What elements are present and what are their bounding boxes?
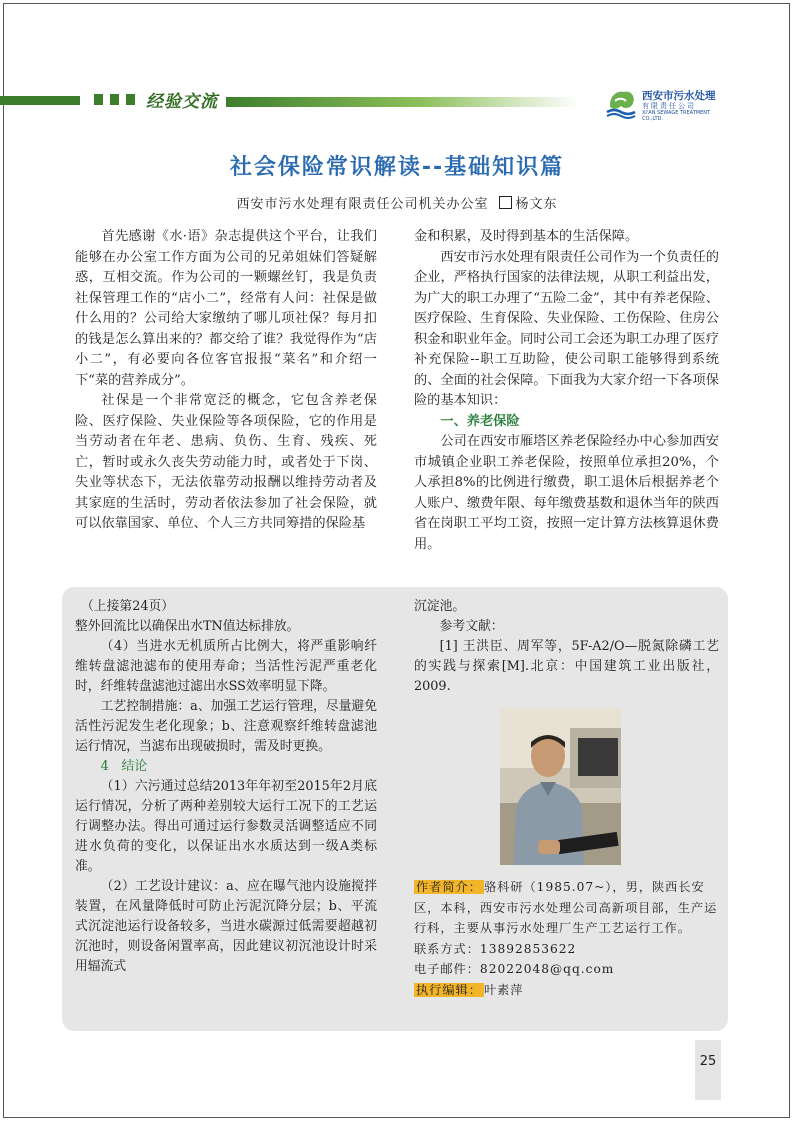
logo-english-name: XI'AN SEWAGE TREATMENT CO.,LTD. xyxy=(642,110,711,122)
editor-label: 执行编辑： xyxy=(416,982,482,997)
continued-paragraph: 工艺控制措施：a、加强工艺运行管理，尽量避免活性污泥发生老化现象；b、注意观察纤维转盘滤池运行情况，当滤布出现破损时，需及时更换。 xyxy=(75,699,377,754)
author-email: 电子邮件：82022048@qq.com xyxy=(414,962,615,976)
section-title: 经验交流 xyxy=(146,92,218,112)
logo-chinese-subname: 有限责任公司 xyxy=(642,102,696,110)
continued-paragraph: 整外回流比以确保出水TN值达标排放。 xyxy=(75,619,300,634)
author-intro xyxy=(414,877,724,939)
company-logo-icon xyxy=(604,87,638,119)
continued-paragraph: 沉淀池。 xyxy=(414,599,466,614)
continued-note: （上接第24页） xyxy=(81,599,175,614)
reference-item: [1] 王洪臣、周军等，5F-A2/O—脱氮除磷工艺的实践与探索[M].北京：中国建筑工业出版社，2009. xyxy=(414,639,719,694)
article-subheading: 一、养老保险 xyxy=(440,413,520,429)
page-number-tab xyxy=(695,1040,721,1100)
article-left-column xyxy=(75,227,377,535)
continued-paragraph: （1）六污通过总结2013年年初至2015年2月底运行情况，分析了两种差别较大运行工况下的工艺运行调整办法。得出可通过运行参数灵活调整适应不同进水负荷的变化，以保证出水水质达到一级A类标准。 xyxy=(75,779,377,874)
header-square xyxy=(126,94,135,105)
page-number: 25 xyxy=(699,1054,717,1069)
logo-chinese-name: 西安市污水处理 xyxy=(642,90,716,102)
author-photo xyxy=(500,708,621,865)
article-right-column xyxy=(414,227,719,555)
author-intro-label: 作者简介： xyxy=(416,880,482,894)
header-left-bar xyxy=(0,96,80,105)
byline xyxy=(0,193,794,212)
article-paragraph: 西安市污水处理有限责任公司作为一个负责任的企业，严格执行国家的法律法规，从职工利益出发，为广大的职工办理了“五险二金”，其中有养老保险、医疗保险、生育保险、失业保险、工伤保险、住房公积金和职业年金。同时公司工会还为职工办理了医疗补充保险--职工互助险，使公司职工能够得到系统的、全面的社会保障。下面我为大家介绍一下各项保险的基本知识： xyxy=(414,249,719,408)
article-paragraph: 首先感谢《水·语》杂志提供这个平台，让我们能够在办公室工作方面为公司的兄弟姐妹们答疑解惑，互相交流。作为公司的一颗螺丝钉，我是负责社保管理工作的“店小二”，经常有人问：社保是做什么用的？公司给大家缴纳了哪儿项社保？每月扣的钱是怎么算出来的？都交给了谁？我觉得作为“店小二”，有必要向各位客官报报“菜名”和介绍一下“菜的营养成分”。 xyxy=(75,229,377,388)
article-paragraph: 金和积累，及时得到基本的生活保障。 xyxy=(414,229,639,244)
continued-left-column xyxy=(75,597,377,977)
header-square xyxy=(94,94,103,105)
header-square xyxy=(110,94,119,105)
continued-right-column xyxy=(414,597,719,697)
author-intro-text: 骆科研（1985.07~），男，陕西长安区，本科，西安市污水处理公司高新项目部，生产运行科，主要从事污水处理厂生产工艺运行工作。 xyxy=(414,880,718,935)
article-title: 社会保险常识解读--基础知识篇 xyxy=(229,155,565,180)
references-title: 参考文献： xyxy=(439,619,504,634)
continued-heading: 4 结论 xyxy=(100,759,148,774)
editor-name: 叶素萍 xyxy=(483,982,524,997)
article-paragraph: 社保是一个非常宽泛的概念，它包含养老保险、医疗保险、失业保险等各项保险，它的作用是当劳动者在年老、患病、负伤、生育、残疾、死亡，暂时或永久丧失劳动能力时，或者处于下岗、失业等状态下，无法依靠劳动报酬以维持劳动者及其家庭的生活时，劳动者依法参加了社会保险，就可以依靠国家、单位、个人三方共同筹措的保险基 xyxy=(75,393,377,531)
byline-org: 西安市污水处理有限责任公司机关办公室 xyxy=(236,197,489,212)
byline-box-icon xyxy=(499,196,512,209)
author-contact: 联系方式：13892853622 xyxy=(414,941,577,956)
byline-author: 杨文东 xyxy=(515,197,558,212)
header-gradient-bar xyxy=(226,97,578,107)
article-paragraph: 公司在西安市雁塔区养老保险经办中心参加西安市城镇企业职工养老保险，按照单位承担20%，个人承担8%的比例进行缴费，职工退休后根据养老个人账户、缴费年限、每年缴费基数和退休当年的陕西省在岗职工平均工资，按照一定计算方法核算退休费用。 xyxy=(414,434,719,552)
continued-paragraph: （4）当进水无机质所占比例大，将严重影响纤维转盘滤池滤布的使用寿命；当活性污泥严重老化时，纤维转盘滤池过滤出水SS效率明显下降。 xyxy=(75,639,377,694)
continued-paragraph: （2）工艺设计建议：a、应在曝气池内设施搅拌装置，在风量降低时可防止污泥沉降分层；b、平流式沉淀池运行设备较多，当进水碳源过低需要超越初沉池时，则设备闲置率高，因此建议初沉池设计时采用辐流式 xyxy=(75,879,377,974)
editor-line xyxy=(414,980,724,1001)
author-info xyxy=(414,877,724,1000)
